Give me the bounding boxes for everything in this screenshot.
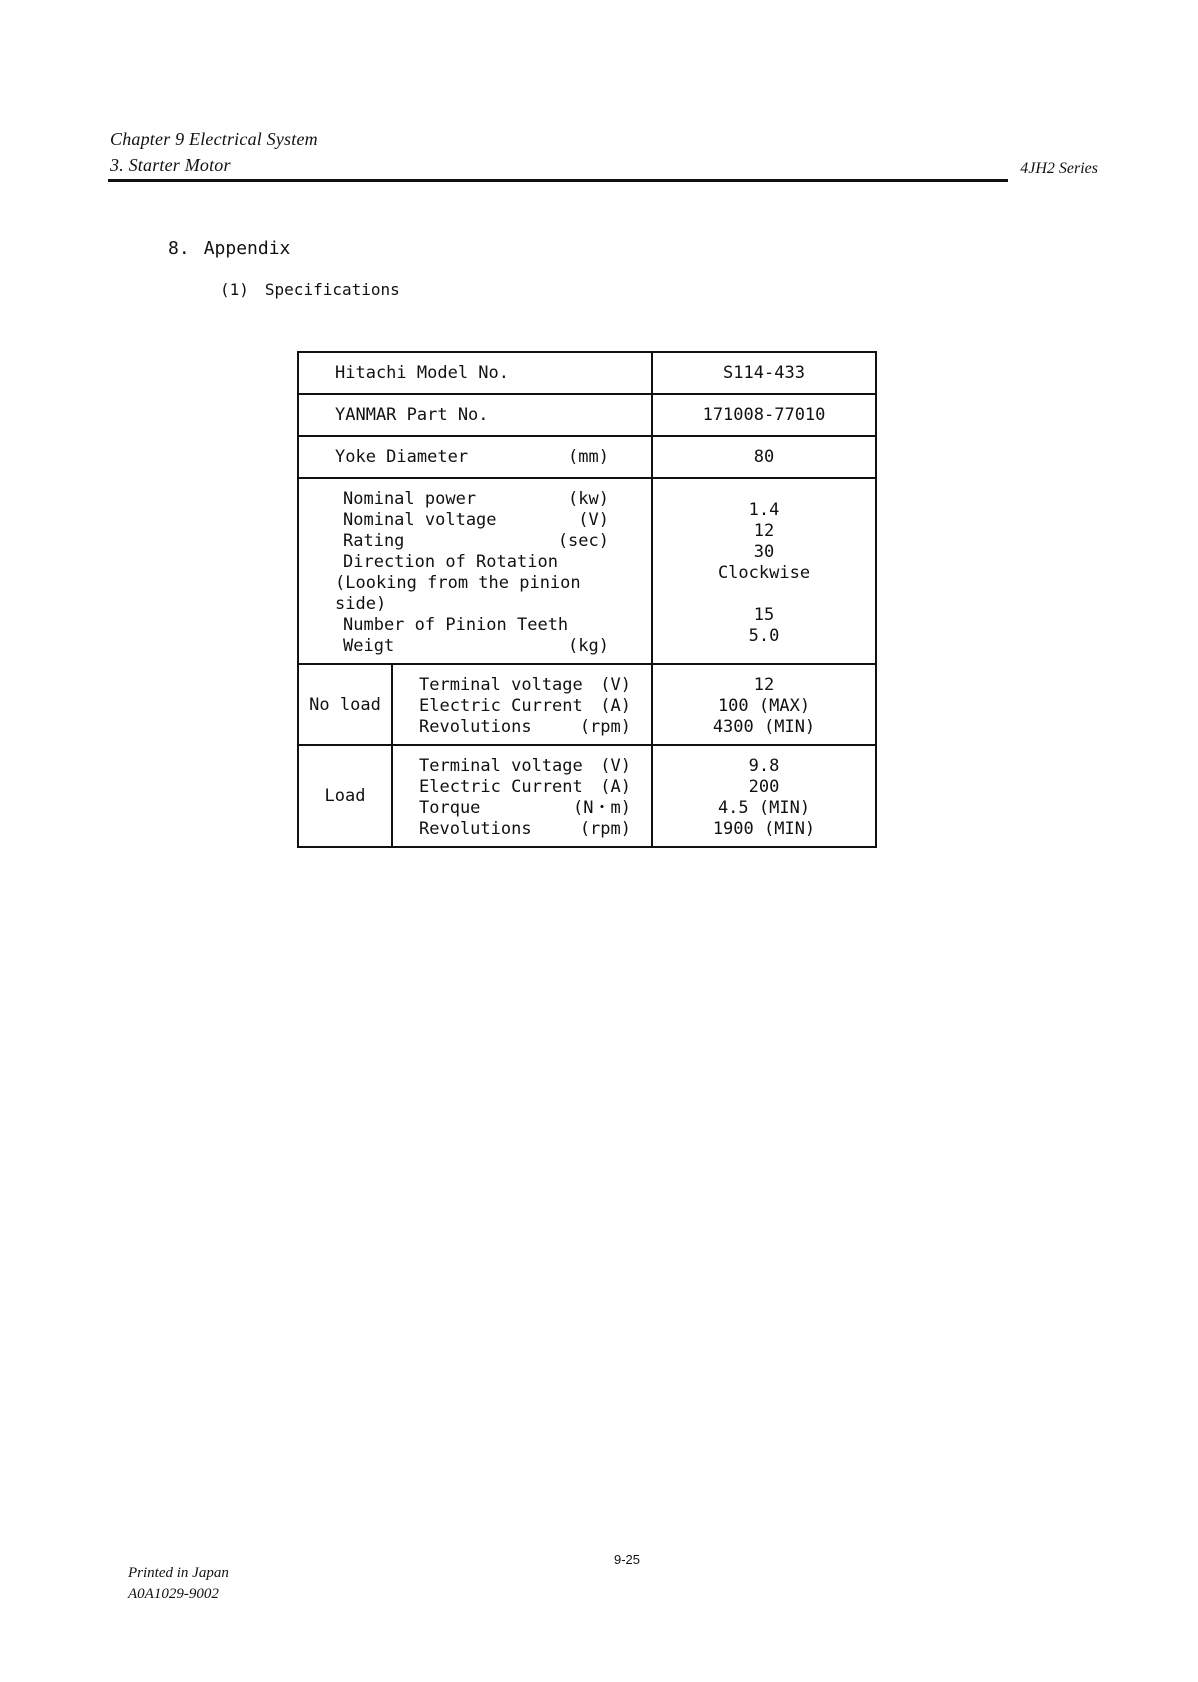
page-header	[110, 126, 318, 178]
table-row	[298, 664, 876, 745]
voltage-unit: (V)	[578, 510, 609, 530]
general-specs-labels	[298, 478, 652, 664]
sub-heading	[220, 280, 400, 299]
part-value: 171008-77010	[652, 394, 876, 436]
rating-label: Rating	[343, 531, 405, 551]
direction-label: Direction of Rotation	[343, 552, 558, 572]
page-footer	[128, 1563, 229, 1605]
printed-note: Printed in Japan	[128, 1565, 229, 1581]
nl-voltage-label: Terminal voltage	[419, 675, 583, 695]
power-unit: (kw)	[568, 489, 609, 509]
section-title-text: Appendix	[203, 238, 291, 259]
yoke-label: Yoke Diameter	[335, 447, 469, 467]
power-label: Nominal power	[343, 489, 477, 509]
weight-label: Weigt	[343, 636, 395, 656]
table-row	[298, 394, 876, 436]
rating-unit: (sec)	[557, 531, 609, 551]
teeth-value: 15	[753, 604, 775, 625]
table-row	[298, 436, 876, 478]
voltage-value: 12	[753, 520, 775, 541]
nl-current-unit: (A)	[600, 696, 631, 716]
l-torque-unit: (N・m)	[573, 798, 631, 818]
direction-value: Clockwise	[717, 562, 811, 583]
load-labels	[392, 745, 652, 847]
l-torque-label: Torque	[419, 798, 481, 818]
l-rev-label: Revolutions	[419, 819, 532, 839]
no-load-labels	[392, 664, 652, 745]
chapter-title: Chapter 9 Electrical System	[110, 129, 318, 149]
header-rule	[108, 179, 1008, 182]
table-row	[298, 745, 876, 847]
nl-rev-value: 4300 (MIN)	[712, 717, 816, 737]
section-number: 8.	[168, 238, 190, 259]
page-number: 9-25	[614, 1552, 641, 1567]
table-row	[298, 478, 876, 664]
power-value: 1.4	[748, 499, 780, 520]
l-current-value: 200	[748, 777, 780, 797]
yoke-unit: (mm)	[568, 447, 609, 467]
part-label: YANMAR Part No.	[298, 394, 652, 436]
nl-voltage-value: 12	[753, 675, 775, 695]
rating-value: 30	[753, 541, 775, 562]
model-value: S114-433	[652, 352, 876, 394]
document-code: A0A1029-9002	[128, 1586, 219, 1602]
l-voltage-unit: (V)	[600, 756, 631, 776]
table-row	[298, 352, 876, 394]
series-label: 4JH2 Series	[1020, 160, 1098, 177]
nl-rev-unit: (rpm)	[579, 717, 631, 737]
general-specs-values	[652, 478, 876, 664]
l-current-label: Electric Current	[419, 777, 583, 797]
teeth-label: Number of Pinion Teeth	[343, 615, 569, 635]
nl-rev-label: Revolutions	[419, 717, 532, 737]
load-label: Load	[298, 745, 392, 847]
weight-value: 5.0	[748, 625, 780, 646]
l-voltage-value: 9.8	[748, 756, 780, 776]
load-values	[652, 745, 876, 847]
l-torque-value: 4.5 (MIN)	[717, 798, 811, 818]
l-rev-unit: (rpm)	[579, 819, 631, 839]
yoke-cell	[298, 436, 652, 478]
l-voltage-label: Terminal voltage	[419, 756, 583, 776]
specifications-table	[297, 351, 877, 848]
model-label: Hitachi Model No.	[298, 352, 652, 394]
section-heading	[168, 238, 290, 259]
nl-current-value: 100 (MAX)	[717, 696, 811, 716]
weight-unit: (kg)	[568, 636, 609, 656]
l-rev-value: 1900 (MIN)	[712, 819, 816, 839]
no-load-label: No load	[298, 664, 392, 745]
l-current-unit: (A)	[600, 777, 631, 797]
no-load-values	[652, 664, 876, 745]
nl-current-label: Electric Current	[419, 696, 583, 716]
section-title: 3. Starter Motor	[110, 155, 231, 175]
nl-voltage-unit: (V)	[600, 675, 631, 695]
voltage-label: Nominal voltage	[343, 510, 497, 530]
direction-note: (Looking from the pinion side)	[335, 573, 581, 614]
sub-number: (1)	[220, 280, 249, 299]
sub-title-text: Specifications	[264, 280, 400, 299]
yoke-value: 80	[652, 436, 876, 478]
